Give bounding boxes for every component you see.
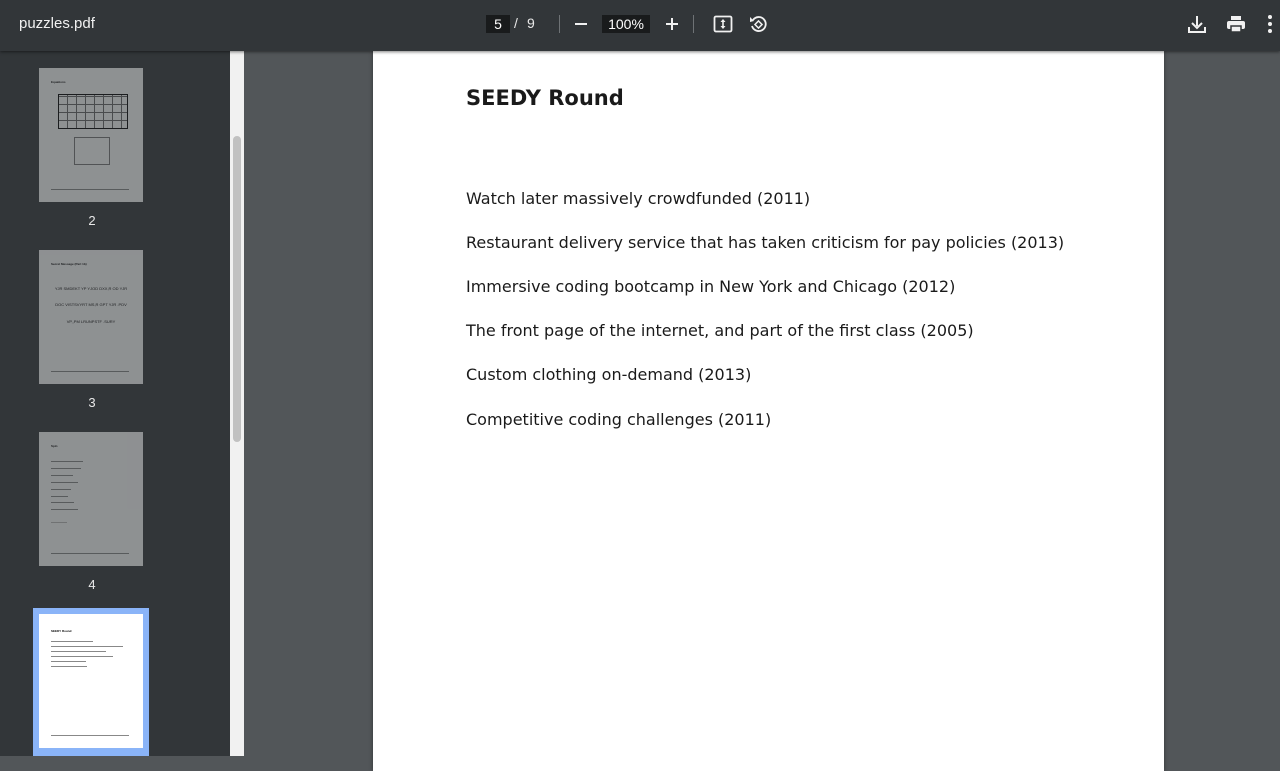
thumb-line bbox=[51, 666, 87, 667]
toolbar-divider bbox=[693, 15, 694, 33]
thumb-title: Secret Message (Part 1b) bbox=[51, 262, 87, 266]
sidebar-scrollbar-thumb[interactable] bbox=[233, 136, 241, 442]
zoom-level-input[interactable]: 100% bbox=[602, 15, 650, 33]
download-icon bbox=[1187, 14, 1207, 34]
rotate-icon bbox=[748, 14, 768, 34]
thumb-line bbox=[51, 482, 78, 483]
page-thumbnail-2[interactable] bbox=[39, 68, 143, 202]
thumb-line bbox=[51, 522, 67, 523]
zoom-in-icon bbox=[665, 17, 679, 31]
thumb-line bbox=[51, 553, 129, 554]
thumb-line bbox=[51, 641, 93, 642]
thumb-title: Equations bbox=[51, 80, 66, 84]
rotate-button[interactable] bbox=[746, 12, 770, 36]
page-thumbnail-5[interactable] bbox=[39, 614, 143, 748]
clue-text: Immersive coding bootcamp in New York and Chicago (2012) bbox=[466, 277, 956, 296]
thumb-line bbox=[51, 509, 78, 510]
more-actions-button[interactable] bbox=[1263, 12, 1277, 36]
zoom-out-icon bbox=[574, 17, 588, 31]
fit-page-icon bbox=[713, 15, 733, 33]
page-number-input[interactable]: 5 bbox=[486, 15, 510, 33]
page-thumbnail-3[interactable] bbox=[39, 250, 143, 384]
download-button[interactable] bbox=[1185, 12, 1209, 36]
thumb-box bbox=[74, 137, 110, 165]
thumb-line bbox=[51, 489, 71, 490]
zoom-in-button[interactable] bbox=[660, 12, 684, 36]
page-separator: / bbox=[514, 15, 518, 31]
thumb-line bbox=[51, 502, 74, 503]
toolbar-divider bbox=[559, 15, 560, 33]
page-title: SEEDY Round bbox=[466, 86, 624, 110]
thumb-line bbox=[51, 371, 129, 372]
fit-page-button[interactable] bbox=[711, 12, 735, 36]
thumb-line bbox=[51, 735, 129, 736]
thumb-line bbox=[51, 475, 73, 476]
thumb-text: VP,,PM LRUNPSTF .SURY bbox=[66, 319, 116, 324]
thumbnail-sidebar bbox=[0, 51, 230, 756]
pdf-page bbox=[373, 51, 1164, 771]
page-thumbnail-4[interactable] bbox=[39, 432, 143, 566]
thumb-title: SEEDY Round bbox=[51, 629, 72, 633]
thumb-title: Spin bbox=[51, 444, 58, 448]
more-icon bbox=[1268, 15, 1272, 33]
thumb-line bbox=[51, 646, 123, 647]
file-title: puzzles.pdf bbox=[19, 15, 95, 32]
clue-text: Restaurant delivery service that has taken criticism for pay policies (2013) bbox=[466, 233, 1065, 252]
print-button[interactable] bbox=[1224, 12, 1248, 36]
clue-text: Watch later massively crowdfunded (2011) bbox=[466, 189, 811, 208]
print-icon bbox=[1226, 14, 1246, 34]
thumb-grid bbox=[58, 94, 128, 129]
thumb-line bbox=[51, 651, 106, 652]
clue-text: Custom clothing on-demand (2013) bbox=[466, 365, 752, 384]
thumb-text: DOC VISTSVYRT MS,R GPT YJR .PDV bbox=[55, 302, 127, 307]
clue-text: Competitive coding challenges (2011) bbox=[466, 410, 772, 429]
total-pages: 9 bbox=[527, 15, 535, 31]
page-thumbnail-label: 4 bbox=[88, 577, 96, 592]
thumb-text: YJR SMDEKT YP YJOD DXX,R OD YJR bbox=[54, 286, 128, 291]
zoom-out-button[interactable] bbox=[569, 12, 593, 36]
pdf-toolbar bbox=[0, 0, 1280, 51]
clue-text: The front page of the internet, and part of the first class (2005) bbox=[466, 321, 974, 340]
thumb-line bbox=[51, 661, 86, 662]
thumb-line bbox=[51, 468, 81, 469]
page-thumbnail-label: 2 bbox=[88, 213, 96, 228]
thumb-line bbox=[51, 656, 113, 657]
page-thumbnail-label: 3 bbox=[88, 395, 96, 410]
thumb-line bbox=[51, 461, 83, 462]
thumb-line bbox=[51, 496, 68, 497]
thumb-line bbox=[51, 189, 129, 190]
